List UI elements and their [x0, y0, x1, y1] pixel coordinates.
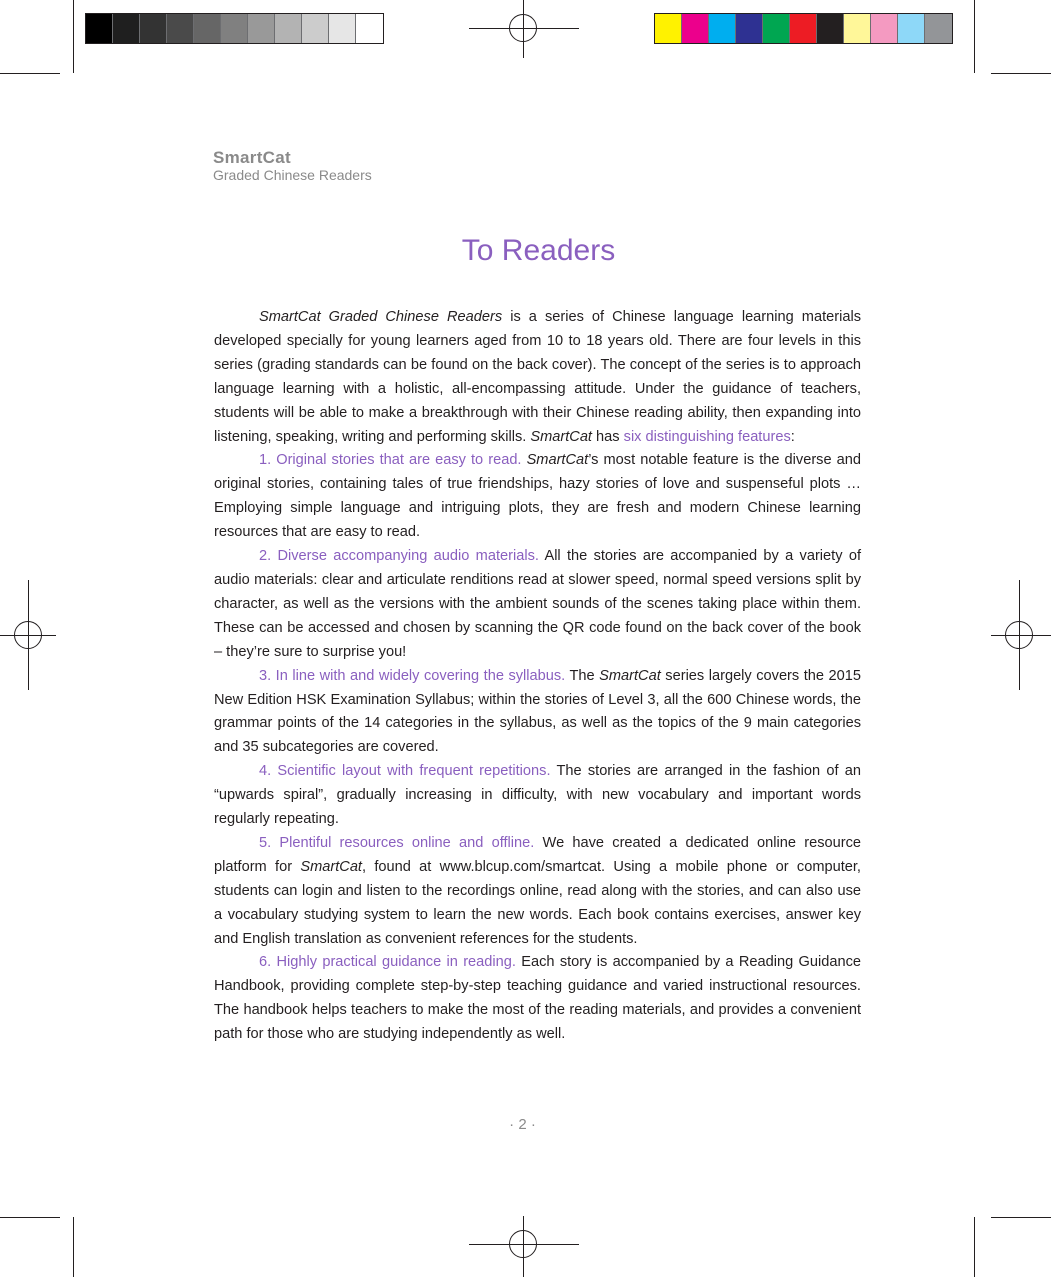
crop-mark [73, 1217, 74, 1277]
feature-title: 6. Highly practical guidance in reading. [259, 954, 516, 971]
feature-title: 2. Diverse accompanying audio materials. [259, 548, 539, 565]
color-swatch [871, 14, 898, 43]
color-swatch [682, 14, 709, 43]
feature-title: 1. Original stories that are easy to read. [259, 452, 522, 469]
feature-paragraph: 5. Plentiful resources online and offline. We have created a dedicated online resource platform for SmartCat, found at www.blcup.com/smartcat. Using a mobile phone or computer, students can login and listen to the recordings online, read along with the stories, and can also use a vocabulary studying system to learn the new words. Each book contains exercises, answer key and English translation as convenient references for the students. [214, 834, 861, 947]
feature-title: 4. Scientific layout with frequent repetitions. [259, 763, 551, 780]
series-name: SmartCat Graded Chinese Readers [259, 309, 503, 325]
registration-circle [509, 1230, 537, 1258]
color-swatch [194, 14, 221, 43]
color-swatch [356, 14, 383, 43]
registration-circle [509, 14, 537, 42]
feature-paragraph: 6. Highly practical guidance in reading. Each story is accompanied by a Reading Guidance Handbook, providing complete step-by-step teaching guidance and varied instructional resources. The handbook helps teachers to make the most of the reading materials, and provides a convenient path for those who are studying independently as well. [214, 954, 861, 1043]
crop-mark [974, 0, 975, 73]
feature-paragraph: 4. Scientific layout with frequent repetitions. The stories are arranged in the fashion of an “upwards spiral”, gradually increasing in difficulty, with new vocabulary and important words regularly repeating. [214, 763, 861, 828]
feature-paragraph: 1. Original stories that are easy to read. SmartCat’s most notable feature is the diverse and original stories, containing tales of true friendships, hazy stories of love and suspenseful plots … Employing simple language and intriguing plots, they are fresh and modern Chinese learning resources that are easy to read. [214, 452, 861, 541]
series-name: SmartCat [526, 452, 589, 469]
body-text [214, 306, 861, 1047]
color-swatch [898, 14, 925, 43]
color-swatch [817, 14, 844, 43]
color-swatch [167, 14, 194, 43]
series-name: SmartCat [300, 858, 362, 875]
color-swatch [140, 14, 167, 43]
feature-title: 5. Plentiful resources online and offline. [259, 834, 535, 851]
color-swatch [790, 14, 817, 43]
color-swatch [763, 14, 790, 43]
color-swatch [329, 14, 356, 43]
color-swatch [275, 14, 302, 43]
crop-mark [0, 1217, 60, 1218]
crop-mark [974, 1217, 975, 1277]
color-swatch [736, 14, 763, 43]
color-swatch [221, 14, 248, 43]
color-calibration-bar [654, 13, 953, 44]
crop-mark [73, 0, 74, 73]
page-number: · 2 · [509, 1116, 536, 1133]
color-swatch [302, 14, 329, 43]
highlight: six distinguishing features [623, 428, 791, 445]
color-swatch [248, 14, 275, 43]
feature-paragraph: 2. Diverse accompanying audio materials. All the stories are accompanied by a variety of audio materials: clear and articulate renditions read at slower speed, normal speed versions split by character, as well as the versions with the ambient sounds of the scenes taking place within them. These can be accessed and chosen by scanning the QR code found on the back cover of the book – they’re sure to surprise you! [214, 548, 861, 660]
series-name: SmartCat [530, 428, 592, 445]
color-swatch [86, 14, 113, 43]
feature-title: 3. In line with and widely covering the syllabus. [259, 667, 566, 684]
series-subtitle: Graded Chinese Readers [213, 167, 372, 183]
grayscale-calibration-bar [85, 13, 384, 44]
crop-mark [0, 73, 60, 74]
color-swatch [709, 14, 736, 43]
color-swatch [113, 14, 140, 43]
color-swatch [844, 14, 871, 43]
color-swatch [655, 14, 682, 43]
intro-paragraph: SmartCat Graded Chinese Readers is a series of Chinese language learning materials developed specially for young learners aged from 10 to 18 years old. There are four levels in this series (grading standards can be found on the back cover). The concept of the series is to approach language learning with a holistic, all-encompassing attitude. Under the guidance of teachers, students will be able to make a breakthrough with their Chinese reading ability, then expanding into listening, speaking, writing and performing skills. SmartCat has six distinguishing features: [214, 309, 861, 445]
color-swatch [925, 14, 952, 43]
registration-circle [1005, 621, 1033, 649]
series-brand: SmartCat [213, 148, 291, 167]
series-name: SmartCat [599, 667, 661, 684]
crop-mark [991, 73, 1051, 74]
crop-mark [991, 1217, 1051, 1218]
page-title: To Readers [461, 234, 616, 267]
feature-paragraph: 3. In line with and widely covering the syllabus. The SmartCat series largely covers the 2015 New Edition HSK Examination Syllabus; within the stories of Level 3, all the 600 Chinese words, the grammar points of the 14 categories in the syllabus, as well as the topics of the 9 main categories and 35 subcategories are covered. [214, 667, 861, 756]
registration-circle [14, 621, 42, 649]
